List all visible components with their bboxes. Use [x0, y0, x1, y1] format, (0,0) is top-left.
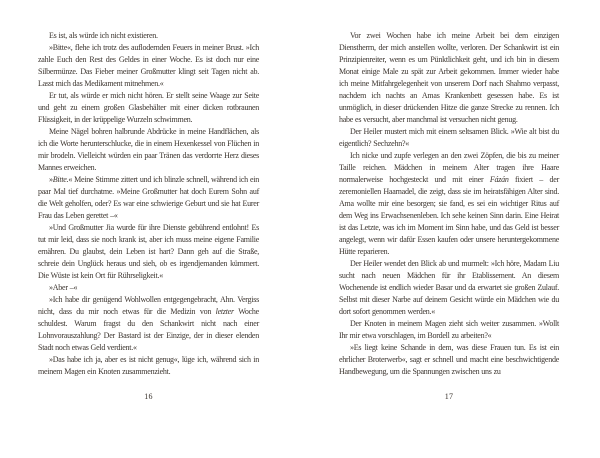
text-run: »Bitte«, flehe ich trotz des auflodernden Feuers in meiner Brust. »Ich zahle Euch den Rest des Geldes in einer Woche. Es ist doch nur eine Silbermünze. Das Fieber meiner Großmutter klingt seit Tagen nicht ab. Lasst mich das Medikament mitnehmen.«: [38, 43, 259, 88]
text-run: »Es liegt keine Schande in dem, was diese Frauen tun. Es ist ein ehrlicher Broterwerb«, sagt er schnell und macht eine beschwichtigende Handbewegung, um die Spannungen zwischen uns zu: [339, 343, 559, 376]
italic-text-run: Fázán: [489, 175, 509, 184]
text-run: Vor zwei Wochen habe ich meine Arbeit bei dem einzigen Dienstherrn, der mich anstellen wollte, verloren. Der Schankwirt ist ein Prinzipienreiter, wenn es um Pünktlichkeit geht, und ich bin in diesem Monat einige Male zu spät zur Arbeit gekommen. Immer wieder habe ich meine Mitfahrgelegenheit von unserem Dorf nach Shahmo verpasst, nachdem ich nachts an Amas Krankenbett gesessen habe. Es ist unmöglich, in dieser drückenden Hitze die ganze Strecke zu rennen. Ich habe es versucht, aber manchmal ist versuchen nicht genug.: [339, 31, 559, 124]
text-run: »: [49, 175, 53, 184]
text-run: « Meine Stimme zittert und ich blinzle schnell, während ich ein paar Mal tief durchatme. »Meine Großmutter hat doch Eurem Sohn auf die Welt geholfen, oder? Es war eine schwierige Geburt und sie hat Eurer Frau das Leben gerettet –«: [38, 175, 259, 220]
paragraph: [38, 294, 259, 354]
text-run: Der Knoten in meinem Magen zieht sich weiter zusammen. »Wollt Ihr mir etwa vorschlagen, im Bordell zu arbeiten?«: [339, 319, 559, 340]
text-run: »Und Großmutter Jia wurde für ihre Dienste gebührend entlohnt! Es tut mir leid, dass sie noch krank ist, aber ich muss meine eigene Familie ernähren. Du glaubst, dein Leben ist hart? Dann geh auf die Straße, schreie dein Unglück heraus und sieh, ob es irgendjemanden kümmert. Die Wüste ist kein Ort für Rührseligkeit.«: [38, 223, 259, 280]
page-left: [38, 30, 259, 401]
text-run: »Das habe ich ja, aber es ist nicht genug«, lüge ich, während sich in meinem Magen ein Knoten zusammenzieht.: [38, 355, 259, 376]
paragraph: [38, 354, 259, 378]
paragraph: [38, 174, 259, 222]
paragraph: [339, 258, 559, 318]
text-run: Er tut, als würde er mich nicht hören. Er stellt seine Waage zur Seite und geht zu einem großen Glasbehälter mit einer dicken rotbraunen Flüssigkeit, in der krüppelige Wurzeln schwimmen.: [38, 91, 259, 124]
paragraph: [339, 30, 559, 126]
page-number-left: 16: [144, 392, 153, 401]
text-run: »Aber –«: [49, 283, 78, 292]
paragraph: [339, 150, 559, 258]
text-run: Ich nicke und zupfe verlegen an den zwei Zöpfen, die bis zu meiner Taille reichen. Mädchen in meinem Alter tragen ihre Haare normalerweise hochgesteckt und mit einer: [339, 151, 559, 184]
page-number-right: 17: [444, 392, 454, 401]
paragraph: [38, 222, 259, 282]
paragraph: [38, 126, 259, 174]
page-right-text: [339, 30, 559, 378]
paragraph: [38, 42, 259, 90]
paragraph: [38, 90, 259, 126]
text-run: Woche schuldest. Warum fragst du den Schankwirt nicht nach einer Lohnvorauszahlung? Der Bastard ist der Einzige, der in dieser elenden Stadt noch etwas Geld verdient.«: [38, 307, 259, 352]
paragraph: [38, 282, 259, 294]
paragraph: [339, 318, 559, 342]
italic-text-run: letzter: [215, 307, 234, 316]
text-run: fixiert – der zeremoniellen Haarnadel, die zeigt, dass sie im heiratsfähigen Alter sind. Ama wollte mir eine besorgen; sie fand, es sei ein wichtiger Ritus auf dem Weg ins Erwachsenenleben. Ich sehe keinen Sinn darin. Eine Heirat ist das Letzte, was ich im Moment im Sinn habe, und das Geld ist besser angelegt, wenn wir dafür Essen kaufen oder unsere heruntergekommene Hütte reparieren.: [339, 175, 559, 256]
italic-text-run: Bitte.: [52, 175, 69, 184]
text-run: Der Heiler wendet den Blick ab und murmelt: »Ich höre, Madam Liu sucht nach neuen Mädchen für ihr Etablissement. An diesem Wochenende ist endlich wieder Basar und da erwartet sie großen Zulauf. Selbst mit dieser Narbe auf deinem Gesicht würde ein Mädchen wie du dort sofort genommen werden.«: [339, 259, 559, 316]
text-run: Der Heiler mustert mich mit einem seltsamen Blick. »Wie alt bist du eigentlich? Sechzehn?«: [339, 127, 559, 148]
page-right: [339, 30, 559, 401]
paragraph: [339, 342, 559, 378]
paragraph: [38, 30, 259, 42]
text-run: »Ich habe dir genügend Wohlwollen entgegengebracht, Ahn. Vergiss nicht, dass du mir noch etwas für die Medizin von: [38, 295, 259, 316]
paragraph: [339, 126, 559, 150]
text-run: Meine Nägel bohren halbrunde Abdrücke in meine Handflächen, als ich die Worte herunterschlucke, die in einem Hexenkessel von Flüchen in mir brodeln. Vielleicht würden ein paar Tränen das verdorrte Herz dieses Mannes erweichen.: [38, 127, 259, 172]
text-run: Es ist, als würde ich nicht existieren.: [49, 31, 158, 40]
page-left-text: [38, 30, 259, 378]
